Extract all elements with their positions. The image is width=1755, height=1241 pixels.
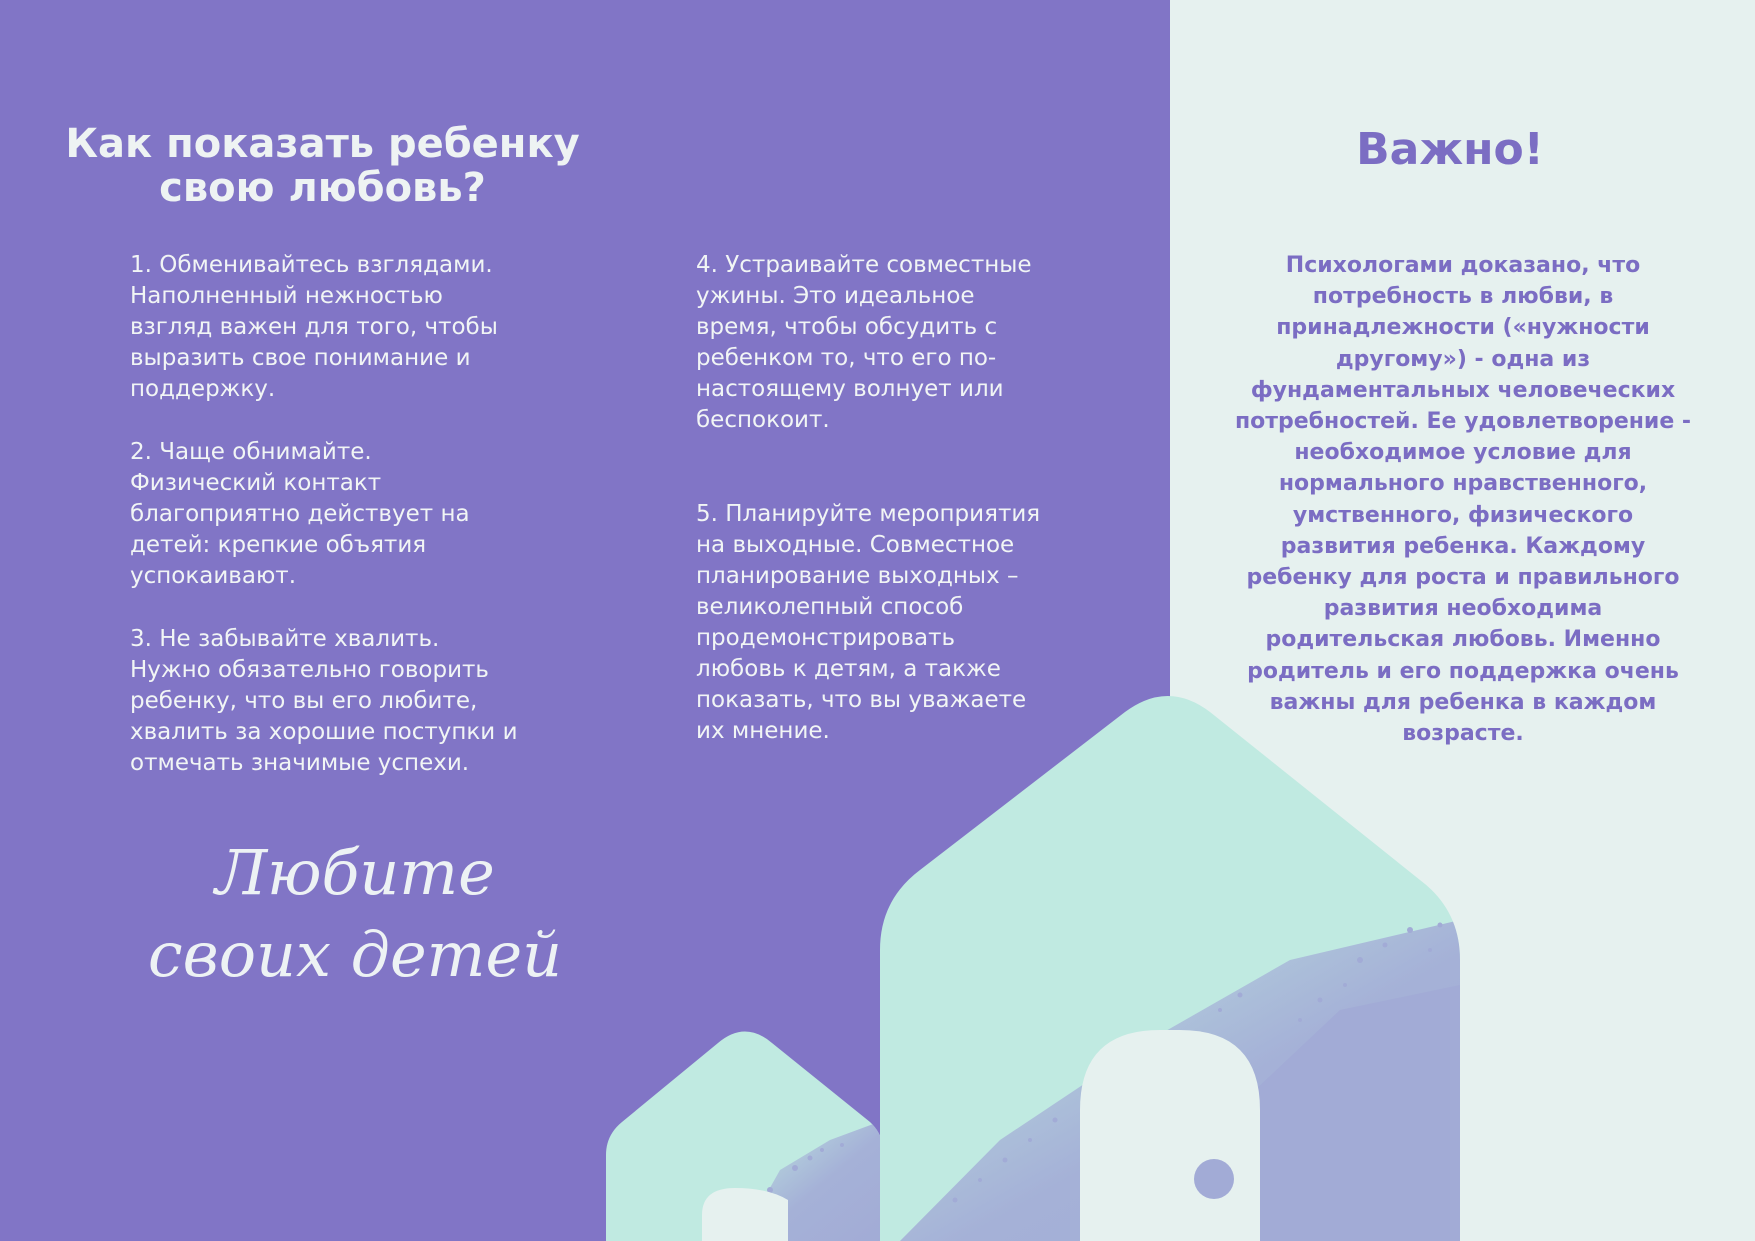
tip-3: 3. Не забывайте хвалить. Нужно обязательно говорить ребенку, что вы его любите, хвалить за хорошие поступки и отмечать значимые успехи. [130,626,518,776]
small-house [606,1032,884,1241]
large-house-round-window [1194,1159,1234,1199]
small-house-door [702,1188,788,1241]
large-house-door [1080,1030,1260,1241]
slogan: Любите своих детей [147,836,563,991]
tip-5: 5. Планируйте мероприятия на выходные. Совместное планирование выходных – великолепный способ продемонстрировать любовь к детям, а также показать, что вы уважаете их мнение. [696,501,1041,744]
tip-1: 1. Обменивайтесь взглядами. Наполненный нежностью взгляд важен для того, чтобы выразить свое понимание и поддержку. [130,252,498,402]
large-house [880,696,1460,1241]
page-title: Как показать ребенку свою любовь? [65,121,580,211]
important-text: Психологами доказано, что потребность в любви, в принадлежности («нужности другому») - одна из фундаментальных человеческих потребностей. Ее удовлетворение - необходимое условие для нормального нравственного, умственного, физического развития ребенка. Каждому ребенку для роста и правильного развития необходима родительская любовь. Именно родитель и его поддержка очень важны для ребенка в каждом возрасте. [1234,253,1692,747]
tip-2: 2. Чаще обнимайте. Физический контакт благоприятно действует на детей: крепкие объятия успокаивают. [130,439,470,589]
tip-4: 4. Устраивайте совместные ужины. Это идеальное время, чтобы обсудить с ребенком то, что его по- настоящему волнует или беспокоит. [696,252,1032,433]
important-title: Важно! [1356,124,1544,175]
